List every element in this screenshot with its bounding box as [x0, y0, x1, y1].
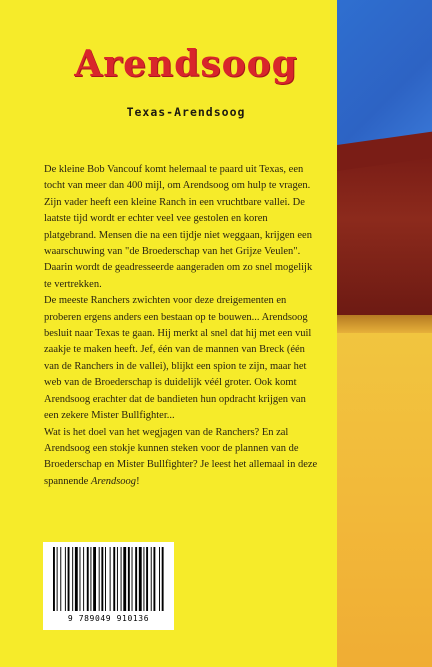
- barcode-bar: [93, 547, 96, 611]
- barcode-bar: [83, 547, 84, 611]
- barcode-bar: [75, 547, 78, 611]
- series-name-italic: Arendsoog: [90, 475, 137, 487]
- cover-art-stripe: [337, 0, 432, 667]
- barcode-bar: [90, 547, 91, 611]
- barcode-bar: [146, 547, 148, 611]
- barcode-bar: [65, 547, 66, 611]
- barcode-bar: [72, 547, 73, 611]
- blurb-paragraph-3: Wat is het doel van het wegjagen van de Ranchers? En zal Arendsoog een stokje kunnen steken voor de plannen van de Broederschap en Mister Bullfighter? Je leest het allemaal in deze spannende Arendsoog!: [44, 426, 318, 487]
- barcode-bar: [101, 547, 103, 611]
- barcode-icon: [51, 547, 166, 613]
- barcode-bar: [60, 547, 61, 611]
- barcode-bar: [139, 547, 142, 611]
- red-rock-panel: [337, 155, 432, 315]
- orange-sand-panel: [337, 333, 432, 667]
- barcode-bar: [99, 547, 100, 611]
- barcode-bar: [159, 547, 160, 611]
- blurb-text: [44, 162, 320, 490]
- barcode-bar: [151, 547, 152, 611]
- barcode-bar: [57, 547, 58, 611]
- blurb-paragraph-2: De meeste Ranchers zwichten voor deze dreigementen en proberen ergens anders een bestaan op te bouwen... Arendsoog besluit naar Texas te gaan. Hij merkt al snel dat hij met een vuil zaakje te maken heeft. Jef, één van de mannen van Breck (één van de Ranchers in de vallei), blijkt een spion te zijn, maar het web van de Broederschap is duidelijk véél groter. Ook komt Arendsoog erachter dat de bandieten hun opdracht krijgen van een zekere Mister Bullfighter...: [44, 295, 312, 422]
- barcode-bar: [162, 547, 164, 611]
- barcode-bar: [53, 547, 55, 611]
- shadow-band: [337, 315, 432, 333]
- barcode-bar: [105, 547, 106, 611]
- barcode-bar: [121, 547, 122, 611]
- barcode-bar: [113, 547, 115, 611]
- barcode-bar: [68, 547, 70, 611]
- barcode-bar: [132, 547, 133, 611]
- barcode-bar: [153, 547, 155, 611]
- barcode-bar: [80, 547, 81, 611]
- isbn-number: 9 789049 910136: [67, 614, 150, 623]
- barcode-bar: [87, 547, 89, 611]
- blurb-paragraph-1: De kleine Bob Vancouf komt helemaal te paard uit Texas, een tocht van meer dan 400 mijl, om Arendsoog om hulp te vragen. Zijn vader heeft een kleine Ranch in een vruchtbare vallei. De laatste tijd wordt er echter veel vee gestolen en koren platgebrand. Mensen die na een tijdje niet weggaan, krijgen een waarschuwing van "de Broederschap van het Grijze Veulen". Daarin wordt de geadresseerde aangeraden om zo snel mogelijk te vertrekken.: [44, 164, 313, 290]
- barcode-bar: [110, 547, 111, 611]
- barcode-bar: [117, 547, 118, 611]
- barcode-bar: [143, 547, 144, 611]
- book-subtitle: Texas-Arendsoog: [126, 105, 246, 119]
- sky-blue-panel: [337, 0, 432, 155]
- barcode-bar: [135, 547, 137, 611]
- barcode-bar: [128, 547, 130, 611]
- barcode-box: [43, 542, 174, 630]
- barcode-bar: [123, 547, 126, 611]
- book-title: Arendsoog: [74, 43, 298, 85]
